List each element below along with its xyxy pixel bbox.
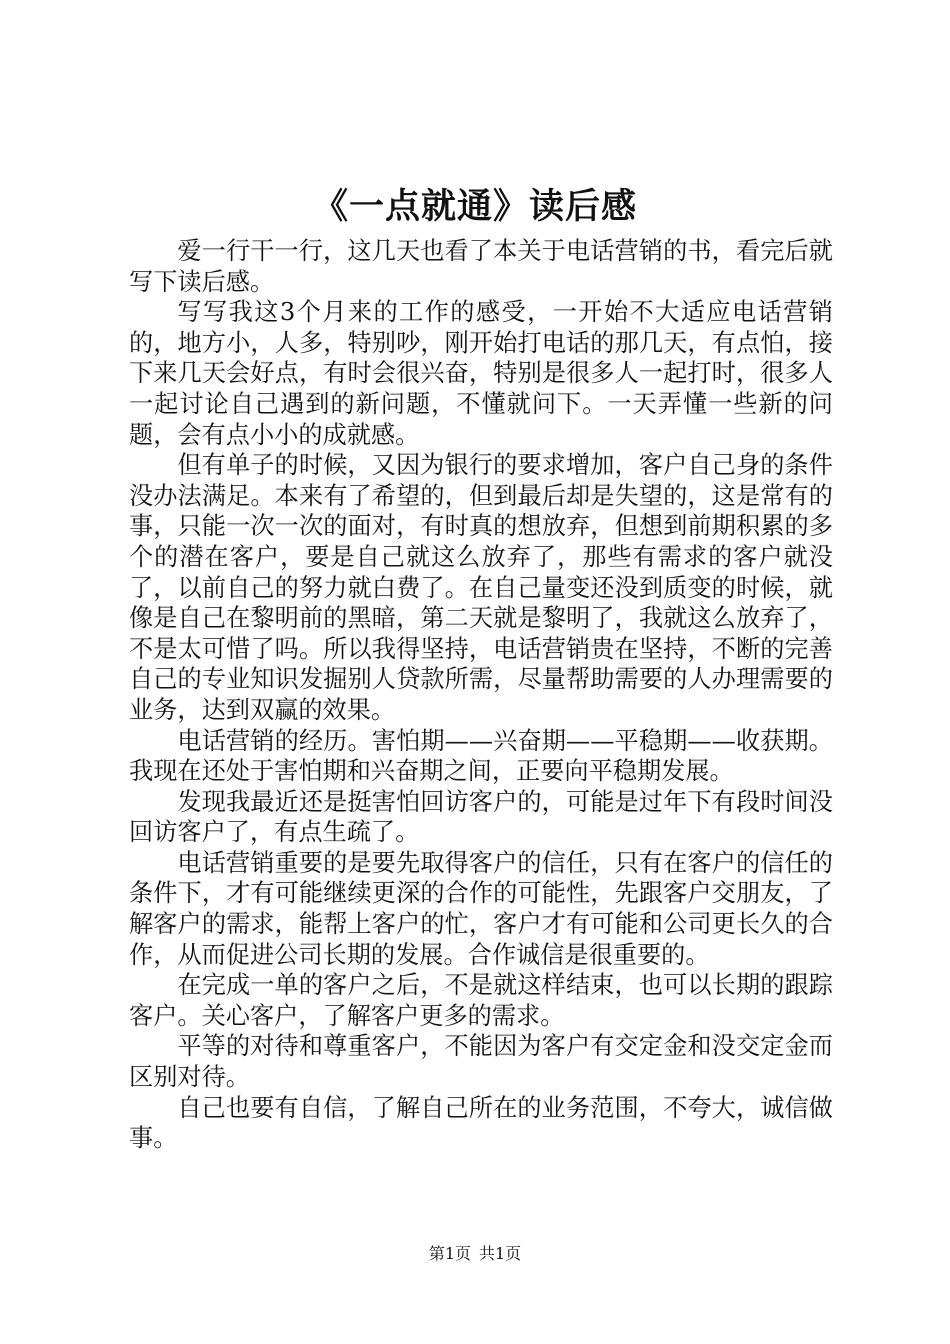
document-title: 《一点就通》读后感 xyxy=(312,186,637,227)
paragraph: 电话营销重要的是要先取得客户的信任，只有在客户的信任的条件下，才有可能继续更深的合作的可能性，先跟客户交朋友，了解客户的需求，能帮上客户的忙，客户才有可能和公司更长久的合作，从而促进公司长期的发展。合作诚信是很重要的。 xyxy=(129,848,833,969)
paragraph: 爱一行干一行，这几天也看了本关于电话营销的书，看完后就写下读后感。 xyxy=(129,237,833,296)
paragraph: 发现我最近还是挺害怕回访客户的，可能是过年下有段时间没回访客户了，有点生疏了。 xyxy=(129,787,833,847)
paragraph: 电话营销的经历。害怕期——兴奋期——平稳期——收获期。我现在还处于害怕期和兴奋期之间，正要向平稳期发展。 xyxy=(129,726,833,786)
paragraph: 写写我这3个月来的工作的感受，一开始不大适应电话营销的，地方小，人多，特别吵，刚开始打电话的那几天，有点怕，接下来几天会好点，有时会很兴奋，特别是很多人一起打时，很多人一起讨论自己遇到的新问题，不懂就问下。一天弄懂一些新的问题，会有点小小的成就感。 xyxy=(129,298,833,449)
page-number-total: 共1页 xyxy=(479,1244,522,1263)
paragraph: 但有单子的时候，又因为银行的要求增加，客户自己身的条件没办法满足。本来有了希望的，但到最后却是失望的，这是常有的事，只能一次一次的面对，有时真的想放弃，但想到前期积累的多个的潜在客户，要是自己就这么放弃了，那些有需求的客户就没了，以前自己的努力就白费了。在自己量变还没到质变的时候，就像是自己在黎明前的黑暗，第二天就是黎明了，我就这么放弃了，不是太可惜了吗。所以我得坚持，电话营销贵在坚持，不断的完善自己的专业知识发掘别人贷款所需，尽量帮助需要的人办理需要的业务，达到双赢的效果。 xyxy=(129,451,833,724)
paragraph: 自己也要有自信，了解自己所在的业务范围，不夸大，诚信做事。 xyxy=(129,1093,833,1153)
paragraph: 在完成一单的客户之后，不是就这样结束，也可以长期的跟踪客户。关心客户，了解客户更多的需求。 xyxy=(129,971,833,1030)
document-body xyxy=(129,236,833,1154)
page-number-current: 第1页 xyxy=(428,1244,471,1263)
paragraph: 平等的对待和尊重客户，不能因为客户有交定金和没交定金而区别对待。 xyxy=(129,1032,833,1092)
page-footer xyxy=(0,1242,950,1266)
